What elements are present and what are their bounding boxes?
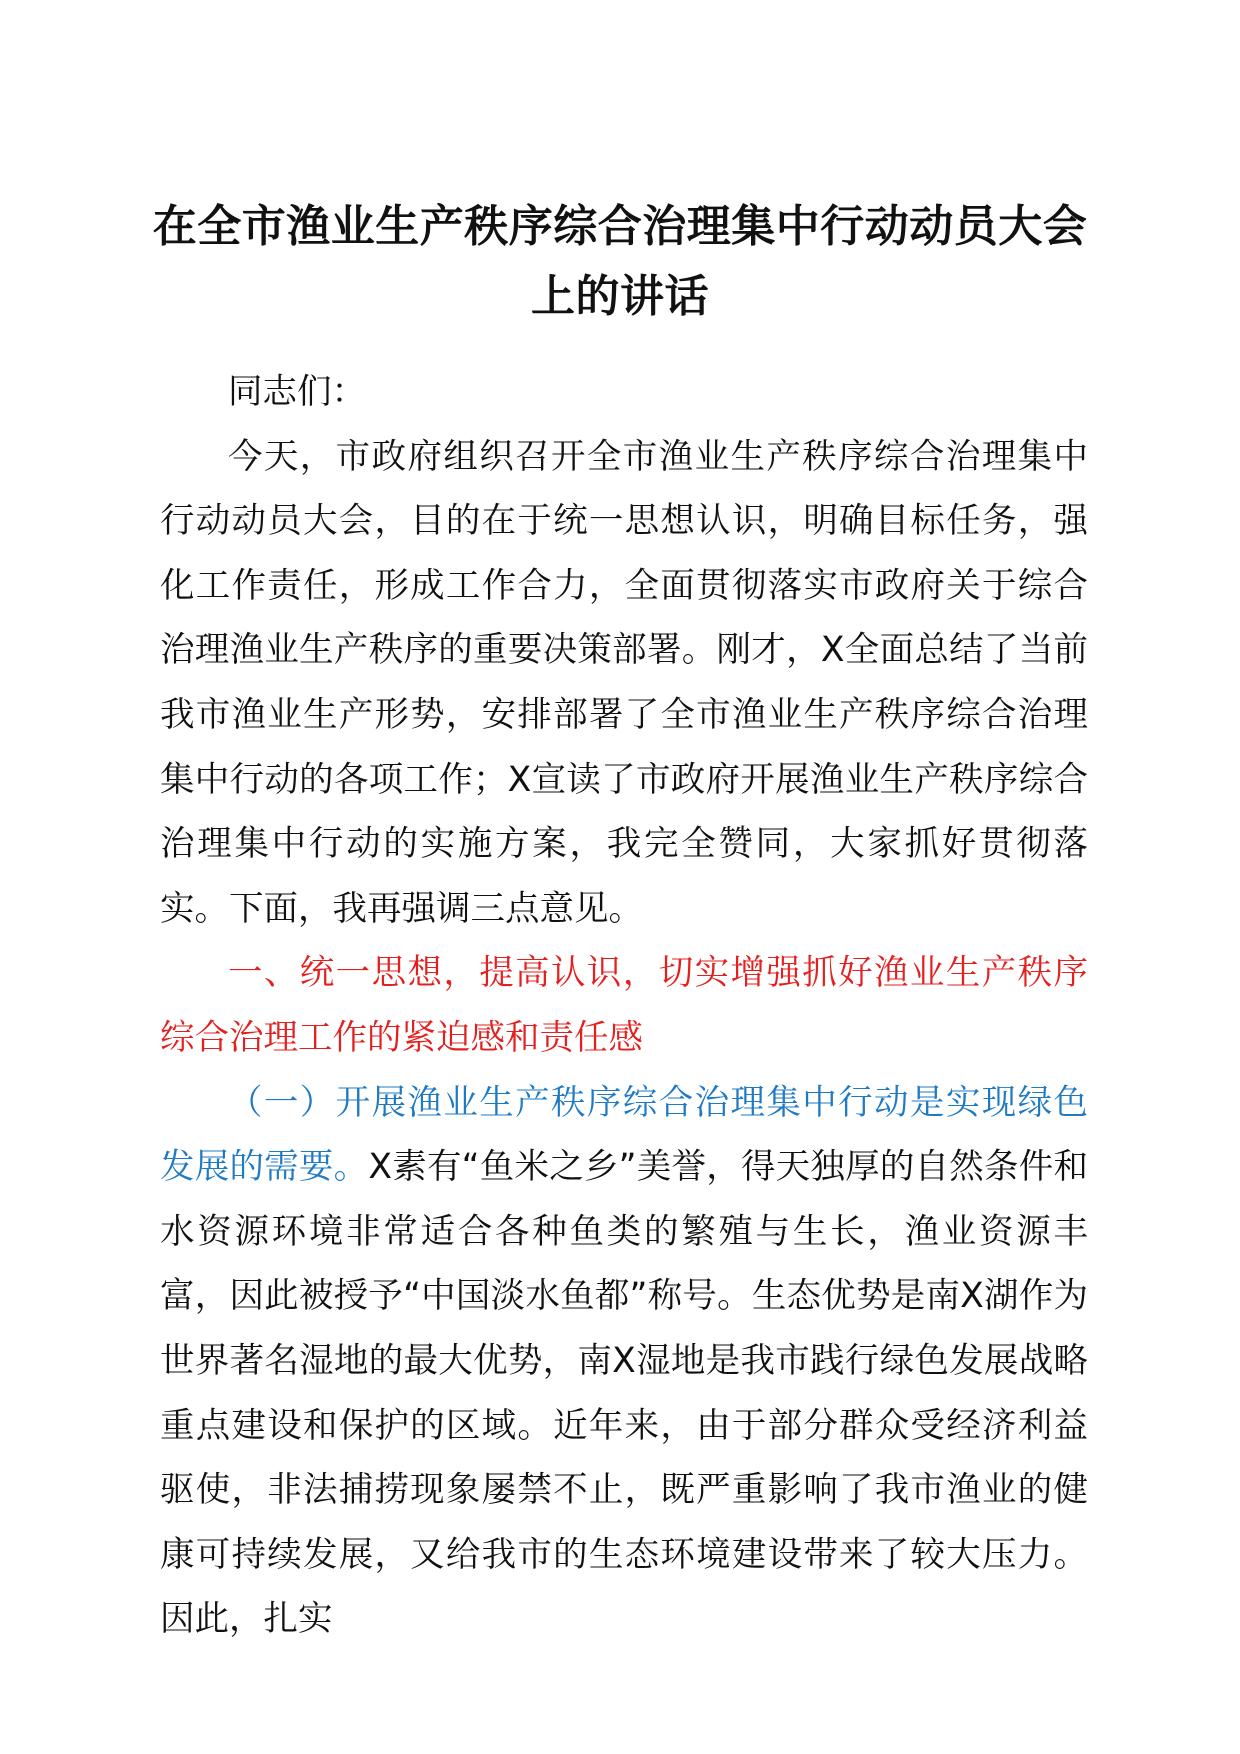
document-title: 在全市渔业生产秩序综合治理集中行动动员大会上的讲话 bbox=[152, 201, 1088, 322]
subsection-1-paragraph bbox=[160, 1071, 1088, 1652]
subsection-1-text: X素有“鱼米之乡”美誉，得天独厚的自然条件和水资源环境非常适合各种鱼类的繁殖与生长，渔业资源丰富，因此被授予“中国淡水鱼都”称号。生态优势是南X湖作为世界著名湿地的最大优势，南X湿地是我市践行绿色发展战略重点建设和保护的区域。近年来，由于部分群众受经济利益驱使，非法捕捞现象屡禁不止，既严重影响了我市渔业的健康可持续发展，又给我市的生态环境建设带来了较大压力。因此，扎实 bbox=[160, 1147, 1088, 1640]
subsection-1-heading: （一）开展渔业生产秩序综合治理集中行动是实现绿色发展的需要。 bbox=[160, 1082, 1088, 1188]
salutation: 同志们： bbox=[228, 372, 366, 412]
section-1-heading: 一、统一思想，提高认识，切实增强抓好渔业生产秩序综合治理工作的紧迫感和责任感 bbox=[160, 953, 1088, 1058]
opening-paragraph: 今天，市政府组织召开全市渔业生产秩序综合治理集中行动动员大会，目的在于统一思想认识，明确目标任务，强化工作责任，形成工作合力，全面贯彻落实市政府关于综合治理渔业生产秩序的重要决策部署。刚才，X全面总结了当前我市渔业生产形势，安排部署了全市渔业生产秩序综合治理集中行动的各项工作；X宣读了市政府开展渔业生产秩序综合治理集中行动的实施方案，我完全赞同，大家抓好贯彻落实。下面，我再强调三点意见。 bbox=[160, 436, 1088, 929]
document-body bbox=[160, 360, 1088, 1652]
